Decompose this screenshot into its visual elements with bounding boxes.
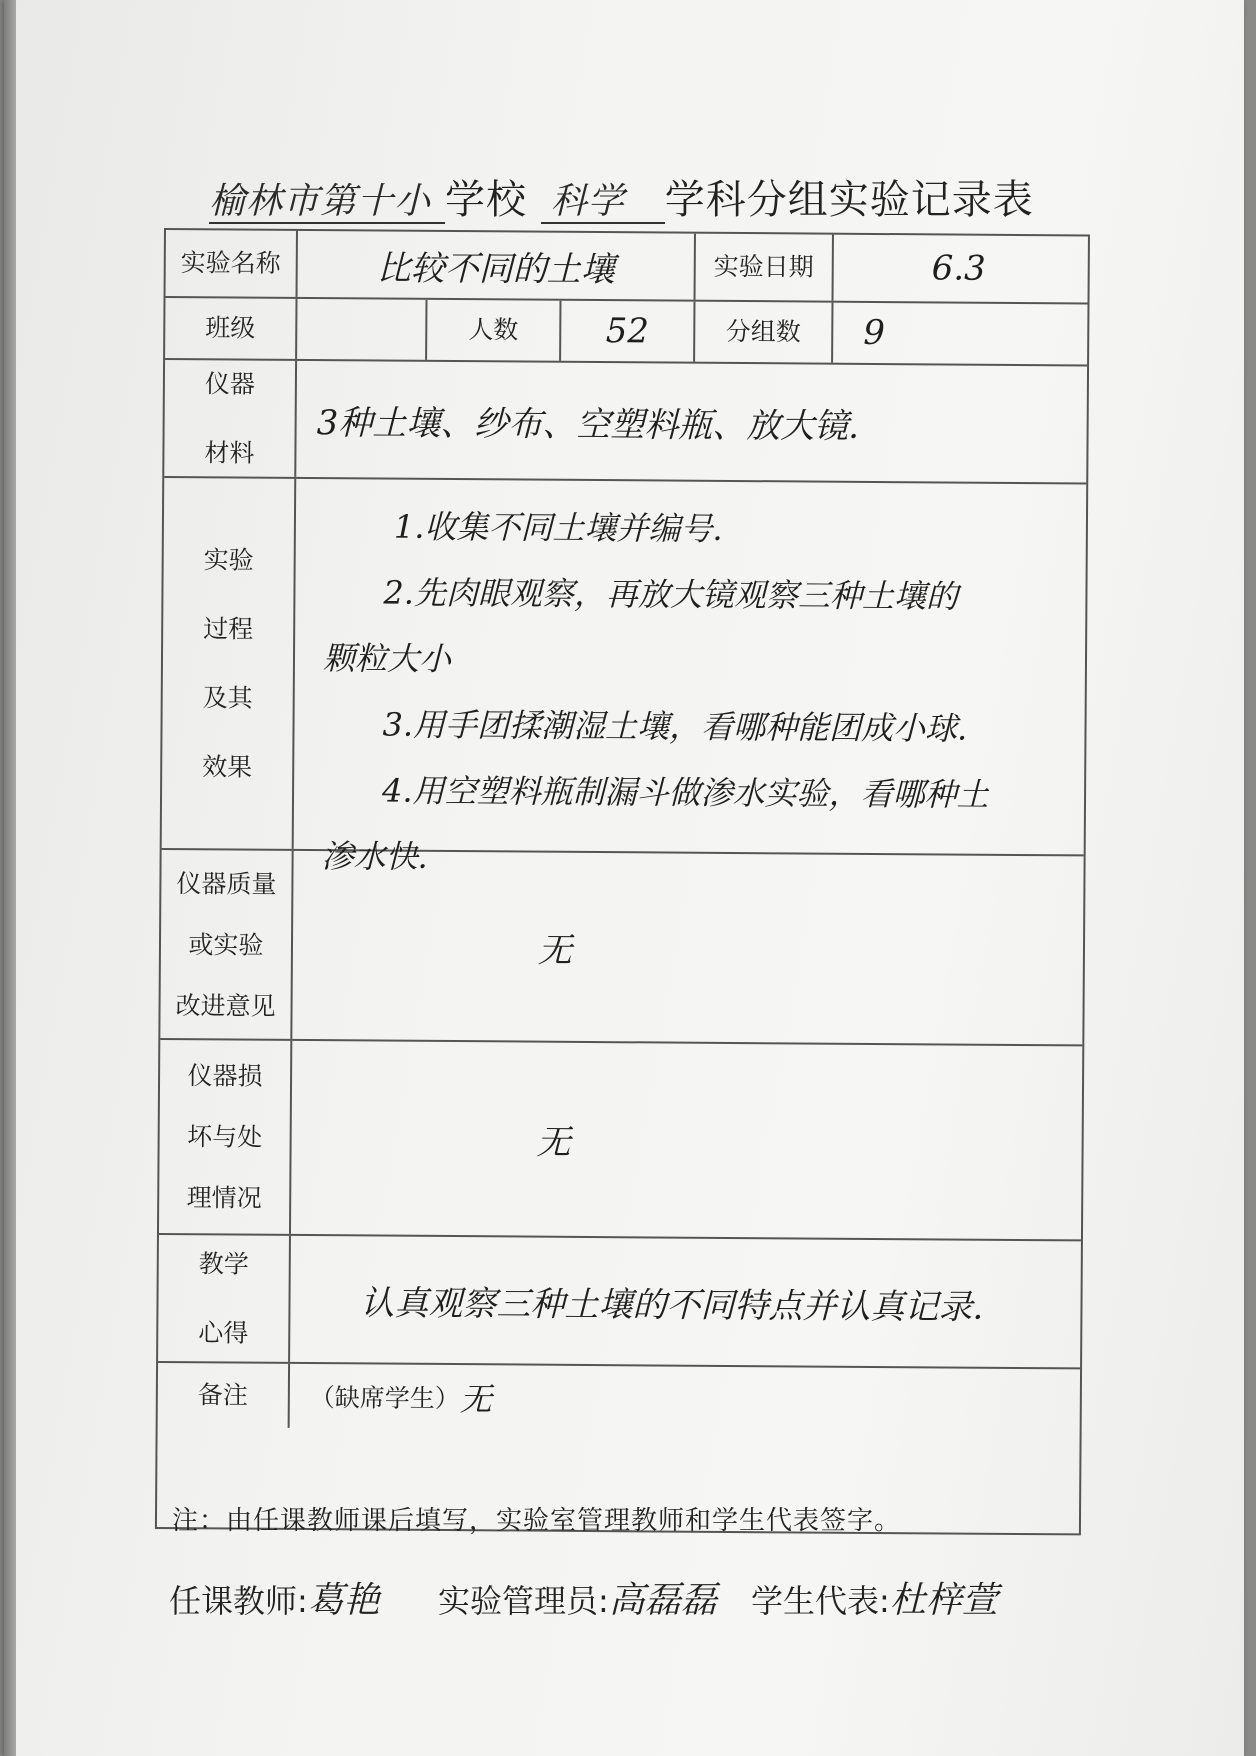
- paper-sheet: [4, 0, 1244, 1756]
- label-damage-line2: 坏与处: [187, 1122, 263, 1152]
- label-materials: [164, 360, 297, 477]
- label-quality-line1: 仪器质量: [176, 868, 277, 899]
- value-remarks: [290, 1364, 1076, 1433]
- row-process: [162, 478, 1087, 876]
- label-quality: [160, 850, 293, 1039]
- label-materials-line1: 仪器: [204, 369, 256, 399]
- value-experiment-date: 6.3: [931, 248, 986, 289]
- value-materials: 3种土壤、纱布、空塑料瓶、放大镜.: [316, 402, 860, 447]
- row-materials: [164, 360, 1087, 484]
- label-experiment-date: 实验日期: [696, 234, 834, 301]
- student-signature: 杜梓萱: [889, 1580, 998, 1621]
- value-experiment-name: 比较不同的土壤: [298, 231, 696, 300]
- remarks-value: 无: [459, 1380, 492, 1419]
- label-damage: [159, 1040, 292, 1234]
- row-name-date: [166, 230, 1088, 304]
- row-quality: [160, 850, 1083, 1046]
- value-experience: 认真观察三种土壤的不同特点并认真记录.: [360, 1282, 984, 1328]
- admin-signature: 高磊磊: [608, 1580, 717, 1621]
- process-line: 颗粒大小: [322, 639, 452, 679]
- label-experience: [158, 1235, 291, 1362]
- subject-name: 科学: [541, 181, 665, 224]
- process-line: 3.用手团揉潮湿土壤，看哪种能团成小球.: [382, 705, 968, 748]
- label-experience-line1: 教学: [198, 1249, 249, 1279]
- form-title: [209, 168, 1059, 225]
- value-groups: 9: [863, 312, 886, 354]
- row-class-people-groups: [165, 298, 1087, 366]
- label-process-line2: 过程: [203, 614, 254, 644]
- record-table: [155, 228, 1090, 1535]
- title-suffix: 学科分组实验记录表: [664, 177, 1034, 223]
- teacher-signature: 葛艳: [307, 1580, 380, 1621]
- remarks-prefix: （缺席学生）: [309, 1383, 460, 1414]
- process-line: 2.先肉眼观察，再放大镜观察三种土壤的: [383, 573, 959, 616]
- label-quality-line3: 改进意见: [175, 990, 276, 1021]
- label-damage-line3: 理情况: [186, 1183, 262, 1213]
- label-experiment-name: 实验名称: [166, 230, 298, 297]
- label-quality-line2: 或实验: [188, 929, 264, 960]
- value-class: [297, 299, 427, 360]
- value-people: 52: [561, 301, 695, 362]
- student-label: 学生代表:: [750, 1582, 890, 1620]
- label-process-line3: 及其: [202, 683, 253, 713]
- label-process: [162, 478, 297, 849]
- paper-edge-shadow: [4, 0, 16, 1756]
- label-groups: 分组数: [695, 302, 833, 363]
- row-experience: [158, 1235, 1081, 1369]
- label-damage-line1: 仪器损: [187, 1061, 263, 1091]
- row-damage: [159, 1040, 1082, 1241]
- process-line: 1.收集不同土壤并编号.: [393, 507, 723, 548]
- signature-line: [169, 1572, 998, 1623]
- teacher-label: 任课教师:: [169, 1582, 308, 1620]
- admin-label: 实验管理员:: [437, 1582, 609, 1620]
- label-experience-line2: 心得: [198, 1318, 249, 1348]
- footer-note: 注：由任课教师课后填写，实验室管理教师和学生代表签字。: [172, 1506, 902, 1536]
- value-quality: 无: [537, 930, 573, 971]
- process-line: 渗水快.: [321, 837, 428, 876]
- label-process-line1: 实验: [203, 545, 254, 575]
- label-people: 人数: [427, 300, 561, 361]
- value-damage: 无: [536, 1122, 571, 1163]
- value-process: [321, 493, 1076, 894]
- label-process-line4: 效果: [202, 752, 253, 782]
- school-name: 榆林市第十小: [209, 181, 445, 224]
- label-remarks: 备注: [158, 1363, 290, 1428]
- label-class: 班级: [165, 298, 297, 359]
- process-line: 4.用空塑料瓶制漏斗做渗水实验，看哪种土: [381, 771, 989, 814]
- title-school-suffix: 学校: [445, 177, 528, 223]
- label-materials-line2: 材料: [204, 438, 255, 468]
